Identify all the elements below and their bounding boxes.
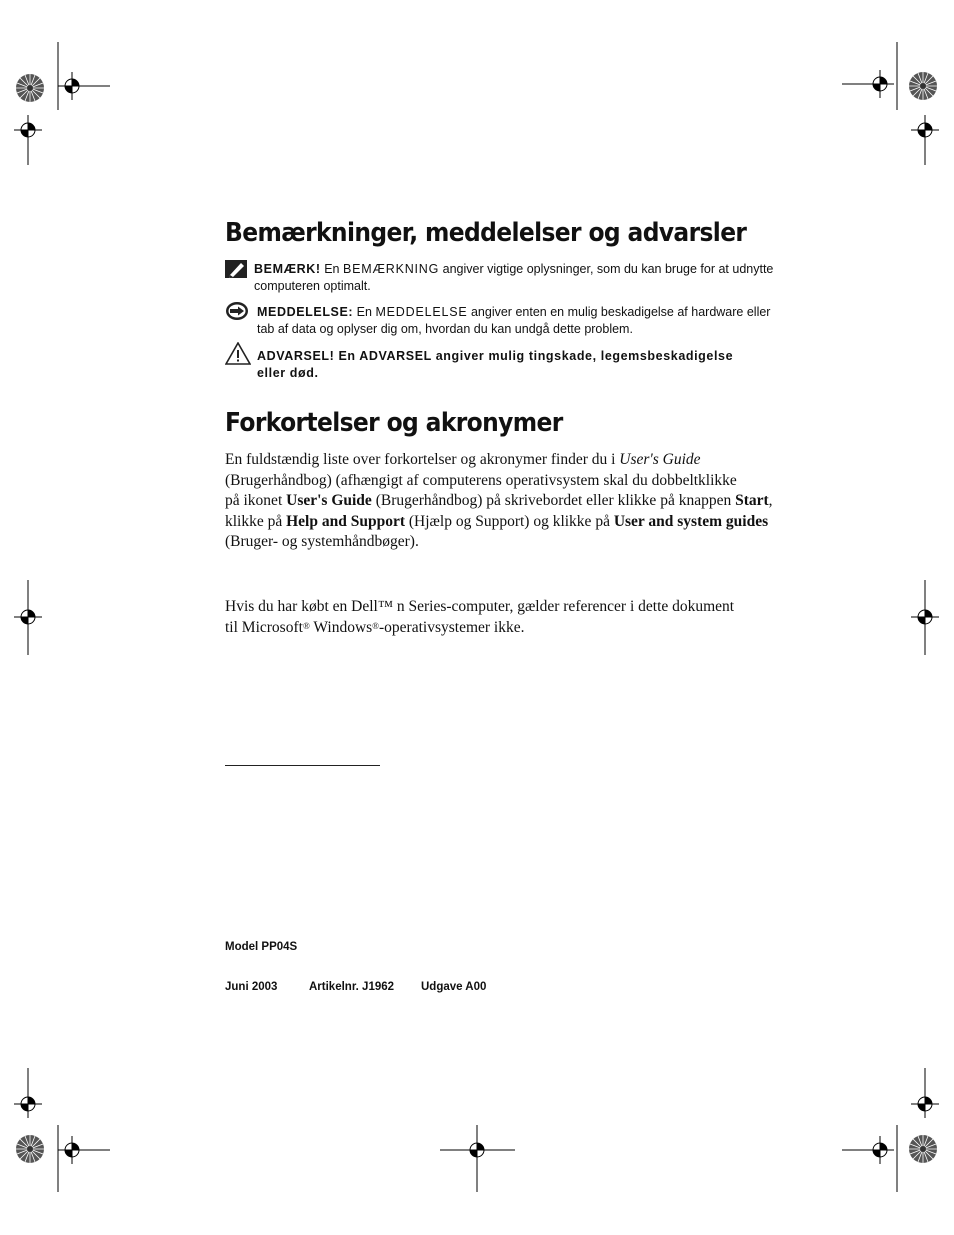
caution-line2: eller død. <box>257 366 319 380</box>
notice-line2: tab af data og oplyser dig om, hvordan du kan undgå dette problem. <box>257 322 633 336</box>
nseries-windows: Windows <box>309 618 373 636</box>
caution-block <box>225 348 815 384</box>
abbr-l5: (Bruger- og systemhåndbøger). <box>225 533 419 550</box>
notes-heading: Bemærkninger, meddelelser og advarsler <box>225 218 747 248</box>
model-number: Model PP04S <box>225 941 298 953</box>
nseries-l2: til Microsoft <box>225 618 303 636</box>
part-number: Artikelnr. J1962 <box>309 981 395 993</box>
abbr-l4-b1: Help and Support <box>286 512 406 530</box>
notice-block <box>225 304 815 340</box>
notice-caps: MEDDELELSE <box>375 305 468 319</box>
note-caps: BEMÆRKNING <box>342 262 440 276</box>
footnote-rule <box>225 765 380 766</box>
abbr-l1: En fuldstændig liste over forkortelser og akronymer finder du i <box>225 451 620 468</box>
registered-mark: ® <box>302 620 310 631</box>
abbr-l2: (Brugerhåndbog) (afhængigt af computerens operativsystem skal du dobbeltklikke <box>225 471 737 489</box>
abbr-paragraph <box>225 450 805 553</box>
warning-triangle-icon <box>225 342 251 371</box>
registered-mark: ® <box>372 620 380 631</box>
revision: Udgave A00 <box>421 981 487 993</box>
abbr-l4-mid: (Hjælp og Support) og klikke på <box>405 512 614 530</box>
release-date: Juni 2003 <box>225 981 278 993</box>
abbr-l4-b2: User and system guides <box>613 512 769 530</box>
abbr-l1-ital: User's Guide <box>619 451 701 468</box>
n-series-paragraph <box>225 597 805 638</box>
note-block <box>225 261 815 297</box>
nseries-l2-end: -operativsystemer ikke. <box>379 618 525 636</box>
abbr-heading: Forkortelser og akronymer <box>225 408 563 438</box>
abbr-l3-end: , <box>768 492 773 509</box>
abbr-l4: klikke på <box>225 512 287 530</box>
note-line2: computeren optimalt. <box>254 279 371 293</box>
abbr-l3: på ikonet <box>225 492 287 509</box>
caution-line1: ADVARSEL! En ADVARSEL angiver mulig tingskade, legemsbeskadigelse <box>257 349 734 363</box>
abbr-l3-mid: (Brugerhåndbog) på skrivebordet eller klikke på knappen <box>371 492 736 509</box>
notice-hand-icon <box>225 302 249 327</box>
notice-pre: En <box>356 305 376 319</box>
note-line1: angiver vigtige oplysninger, som du kan bruge for at udnytte <box>439 262 774 276</box>
abbr-l3-b1: User's Guide <box>286 492 372 509</box>
pencil-note-icon <box>225 260 249 285</box>
notice-label: MEDDELELSE: <box>257 305 354 319</box>
note-pre: En <box>324 262 343 276</box>
notice-line1: angiver enten en mulig beskadigelse af hardware eller <box>467 305 771 319</box>
note-label: BEMÆRK! <box>254 262 321 276</box>
nseries-l1: Hvis du har købt en Dell™ n Series-computer, gælder referencer i dette dokument <box>225 598 735 615</box>
abbr-l3-b2: Start <box>735 492 769 509</box>
